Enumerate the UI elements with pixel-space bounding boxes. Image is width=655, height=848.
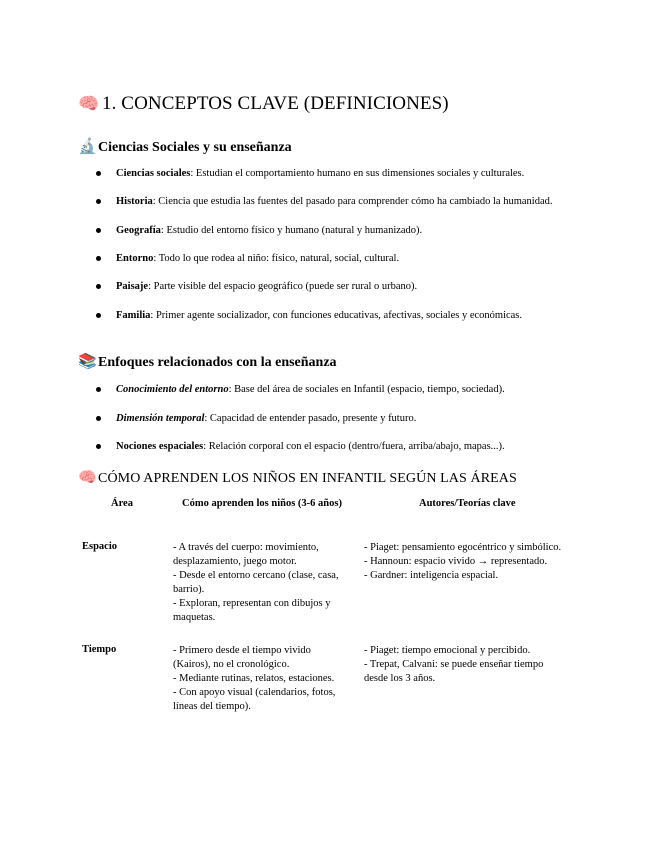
brain-icon: 🧠 [78,94,100,114]
table-row-area: Tiempo [82,644,117,655]
definition: : Capacidad de entender pasado, presente y futuro. [204,413,417,424]
section-title-text: CÓMO APRENDEN LOS NIÑOS EN INFANTIL SEGÚN LAS ÁREAS [98,471,517,486]
subsection-title-text: Enfoques relacionados con la enseñanza [98,355,337,370]
bullet [96,228,101,233]
table-header-authors: Autores/Teorías clave [419,498,516,509]
definition: : Parte visible del espacio geográfico (puede ser rural o urbano). [148,281,418,292]
term: Conocimiento del entorno [116,384,229,395]
bullet [96,444,101,449]
cell-line: - Exploran, representan con dibujos y [173,598,331,609]
table-row-area: Espacio [82,541,118,552]
definition: : Estudio del entorno físico y humano (natural y humanizado). [160,225,423,236]
table-cell-how [173,541,339,625]
term: Entorno [116,253,154,264]
subsection-title-ciencias [78,137,292,156]
subsection-title-enfoques [78,352,337,371]
bullet [96,416,101,421]
subsection-title-text: Ciencias Sociales y su enseñanza [98,140,292,155]
term: Paisaje [116,281,149,292]
definition: : Ciencia que estudia las fuentes del pasado para comprender cómo ha cambiado la humanidad. [152,196,553,207]
books-icon: 📚 [78,352,97,370]
table-cell-authors [364,541,561,583]
cell-line: - Trepat, Calvani: se puede enseñar tiempo [364,659,544,670]
cell-line: - Hannoun: espacio vivido → representado. [364,556,548,567]
cell-line: desplazamiento, juego motor. [173,556,297,567]
term: Dimensión temporal [116,413,205,424]
cell-line: maquetas. [173,612,216,623]
cell-line: - A través del cuerpo: movimiento, [173,542,319,553]
bullet [96,284,101,289]
definition: : Base del área de sociales en Infantil (espacio, tiempo, sociedad). [228,384,505,395]
microscope-icon: 🔬 [78,137,97,155]
cell-line: barrio). [173,584,205,595]
term: Ciencias sociales [116,168,191,179]
cell-line: desde los 3 años. [364,673,436,684]
cell-line: - Con apoyo visual (calendarios, fotos, [173,687,336,698]
bullet [96,313,101,318]
cell-line: - Primero desde el tiempo vivido [173,645,311,656]
cell-line: - Gardner: inteligencia espacial. [364,570,499,581]
table-cell-how [173,644,335,714]
definition: : Estudian el comportamiento humano en sus dimensiones sociales y culturales. [190,168,525,179]
cell-line: líneas del tiempo). [173,701,251,712]
table-header-area: Área [111,498,133,509]
term: Geografía [116,225,161,236]
definition: : Todo lo que rodea al niño: físico, natural, social, cultural. [153,253,400,264]
definition: : Relación corporal con el espacio (dentro/fuera, arriba/abajo, mapas...). [203,441,505,452]
cell-line: (Kairos), no el cronológico. [173,659,290,670]
cell-line: - Desde el entorno cercano (clase, casa, [173,570,339,581]
cell-line: - Mediante rutinas, relatos, estaciones. [173,673,335,684]
bullet [96,199,101,204]
section-title-conceptos [78,93,449,115]
term: Familia [116,310,151,321]
definition: : Primer agente socializador, con funciones educativas, afectivas, sociales y económicas. [150,310,523,321]
bullet [96,171,101,176]
bullet [96,256,101,261]
cell-line: - Piaget: tiempo emocional y percibido. [364,645,531,656]
section-title-como-aprenden [78,468,517,487]
section-title-text: 1. CONCEPTOS CLAVE (DEFINICIONES) [102,93,449,114]
term: Nociones espaciales [116,441,204,452]
brain-icon: 🧠 [78,468,97,486]
bullet [96,387,101,392]
term: Historia [116,196,153,207]
table-cell-authors [364,644,543,686]
cell-line: - Piaget: pensamiento egocéntrico y simbólico. [364,542,562,553]
table-header-how: Cómo aprenden los niños (3-6 años) [182,498,342,509]
